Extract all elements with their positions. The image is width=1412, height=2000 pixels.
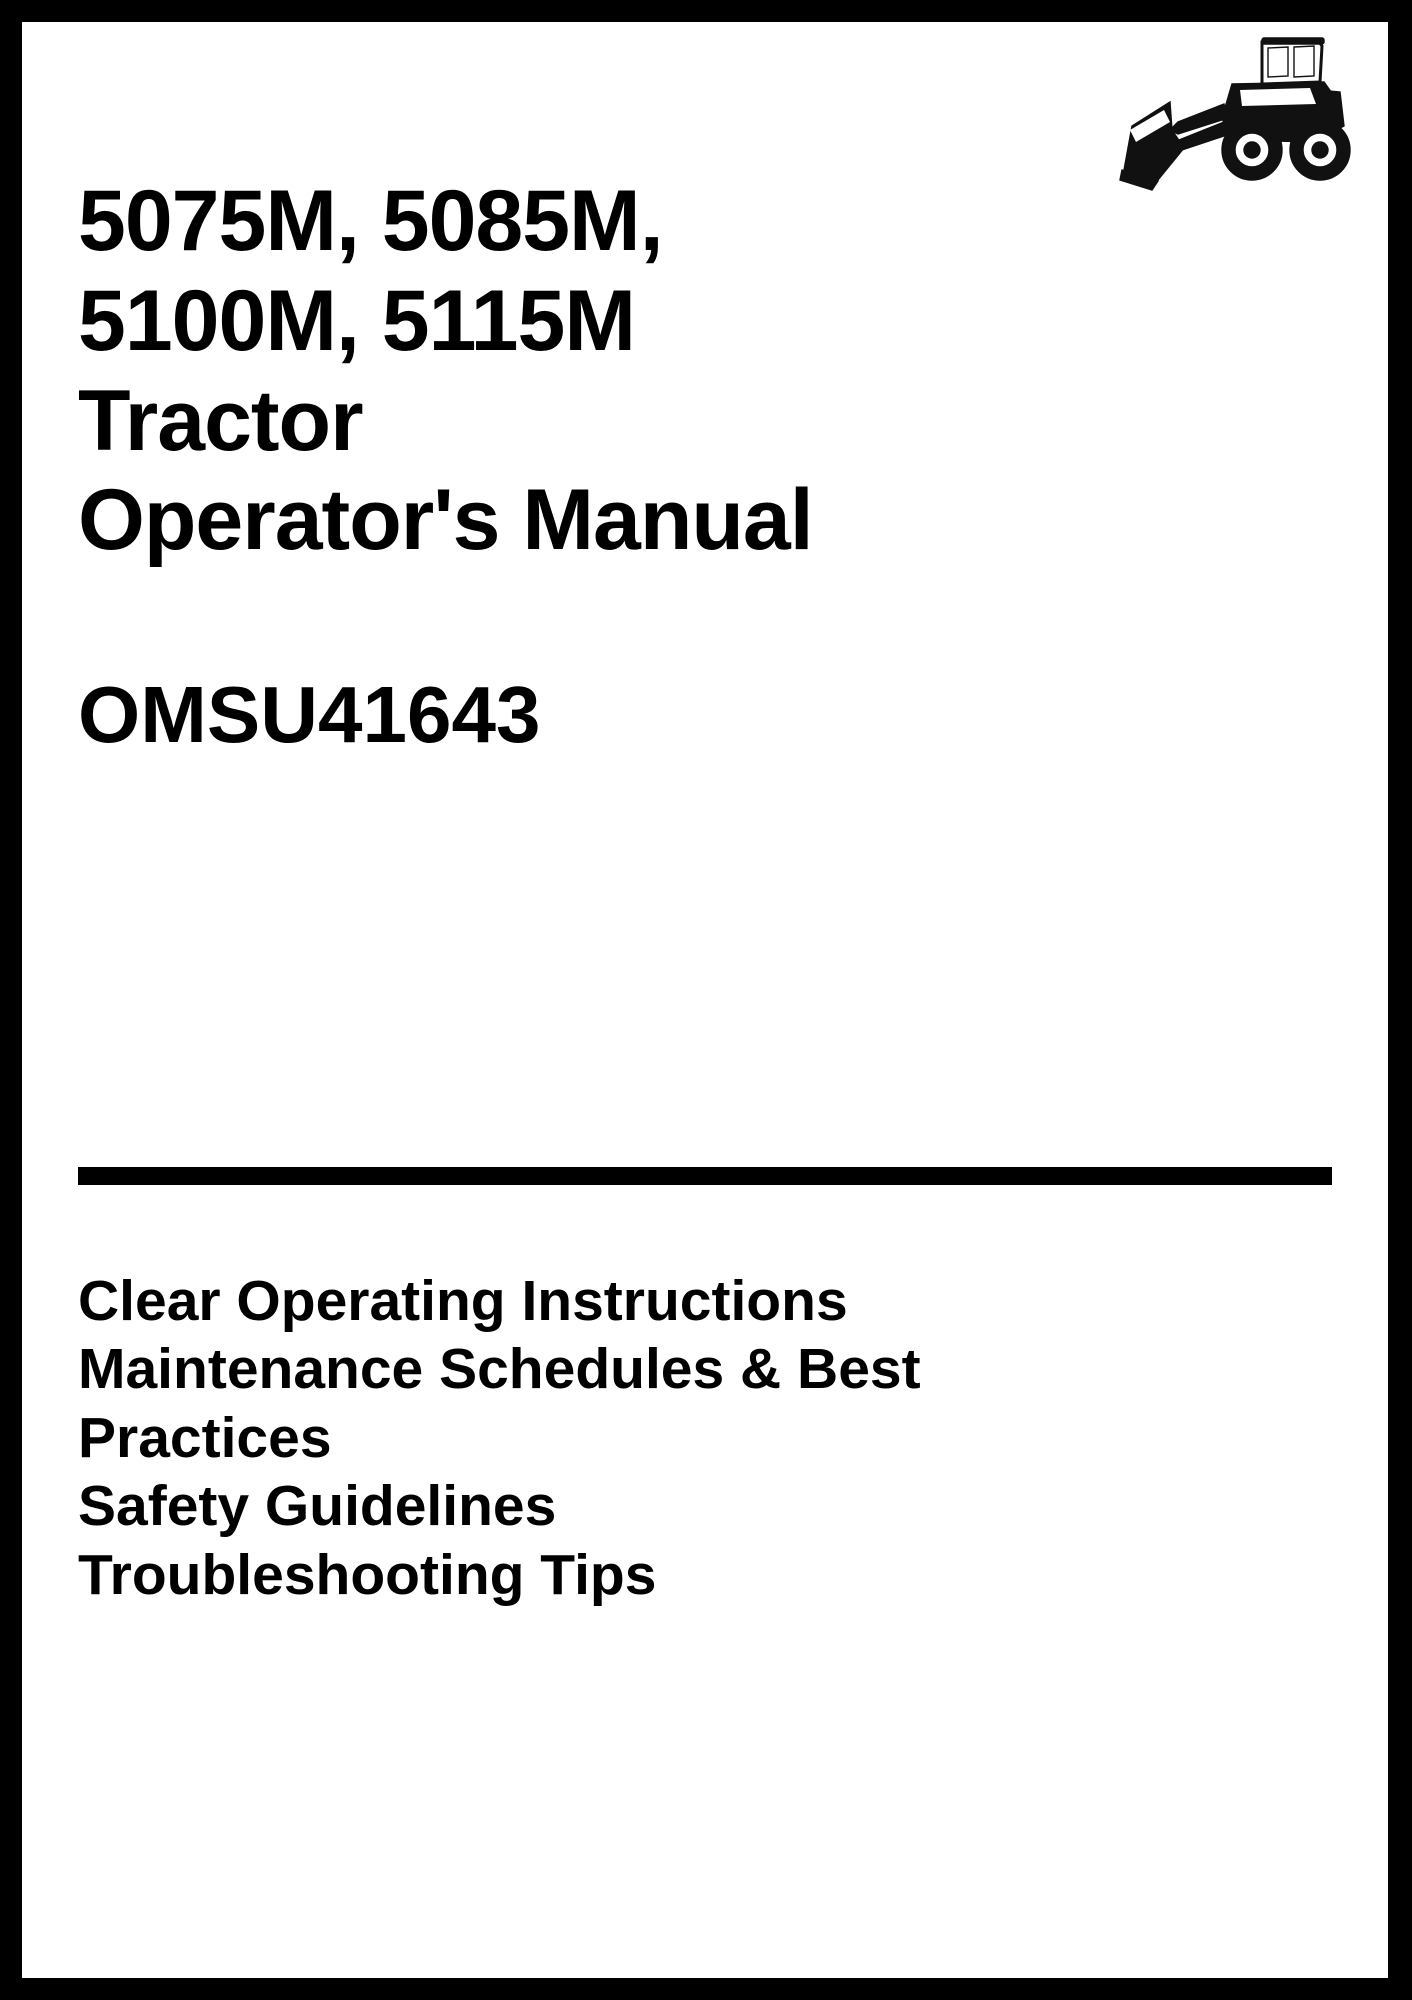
title-line: 5100M, 5115M: [78, 272, 635, 369]
title-line: 5075M, 5085M,: [78, 173, 663, 269]
horizontal-divider: [78, 1167, 1332, 1185]
list-item: Practices: [78, 1405, 332, 1470]
list-item: Safety Guidelines: [78, 1474, 557, 1539]
title-line: Tractor: [78, 372, 363, 469]
cover-content: [78, 172, 1328, 759]
feature-list: [78, 1267, 1332, 1609]
page-title: [78, 172, 1118, 571]
cover-sheet: [22, 22, 1388, 1978]
list-item: Maintenance Schedules & Best: [78, 1337, 921, 1402]
list-item: Clear Operating Instructions: [78, 1269, 848, 1333]
manual-number: OMSU41643: [78, 670, 541, 759]
title-line: Operator's Manual: [78, 472, 813, 569]
list-item: Troubleshooting Tips: [78, 1542, 657, 1607]
